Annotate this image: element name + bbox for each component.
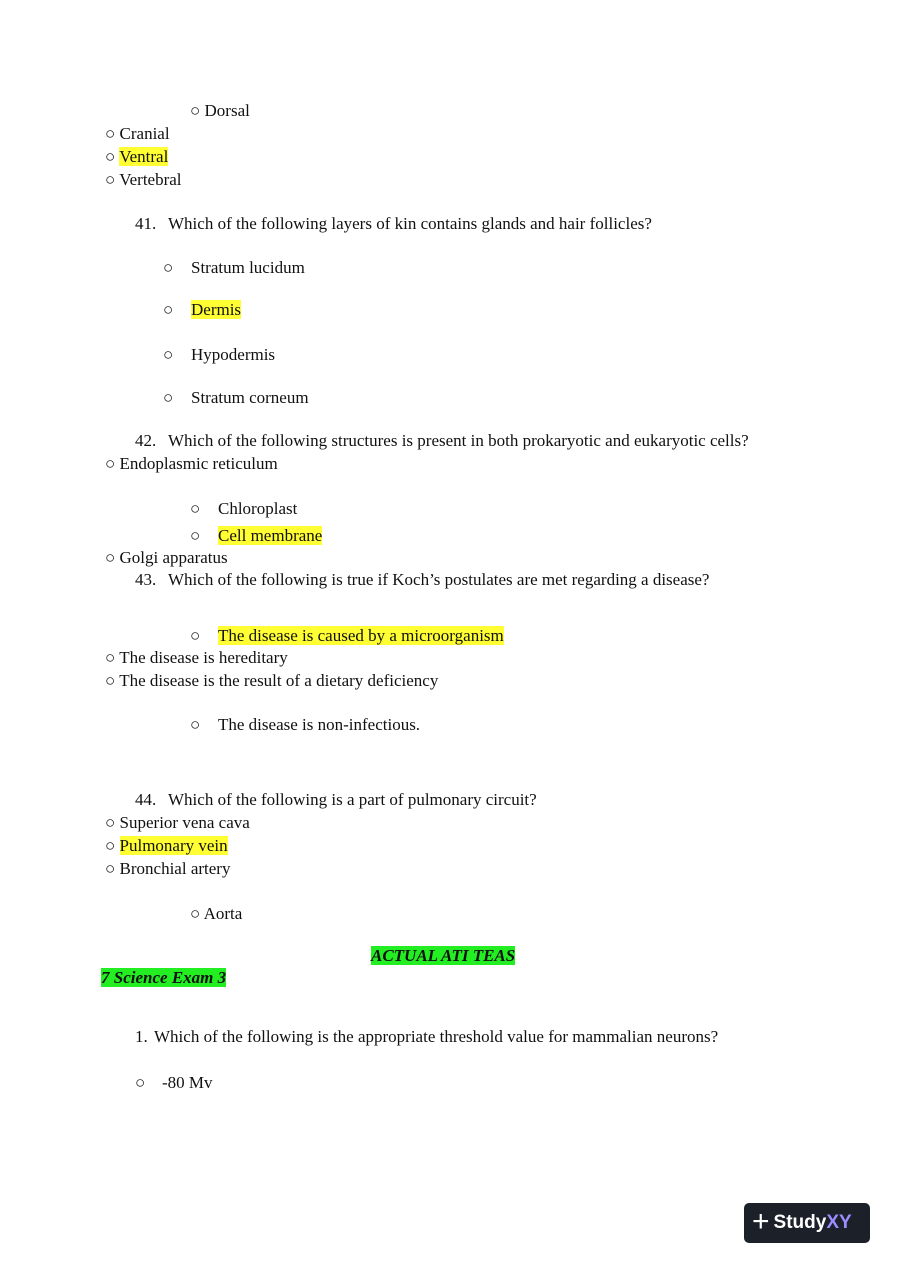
- bullet-icon: ○: [105, 671, 116, 690]
- option-dermis: [163, 299, 241, 321]
- bullet-icon: ○: [163, 300, 174, 319]
- option-text: The disease is hereditary: [119, 648, 288, 667]
- bullet-icon: ○: [190, 715, 201, 734]
- bullet-icon: ○: [190, 526, 201, 545]
- question-text: Which of the following is a part of pulmonary circuit?: [168, 790, 537, 809]
- exam-heading-line2: [101, 967, 226, 989]
- option-dietary-deficiency: [105, 670, 438, 692]
- bullet-icon: ○: [105, 454, 116, 473]
- option-text-highlighted: Ventral: [119, 147, 169, 166]
- option-text: Golgi apparatus: [119, 548, 228, 567]
- exam-heading-text: 7 Science Exam 3: [101, 968, 227, 987]
- bullet-icon: ○: [105, 548, 116, 567]
- option-text: Superior vena cava: [119, 813, 250, 832]
- question-text: Which of the following layers of kin contains glands and hair follicles?: [168, 214, 652, 233]
- option-text: The disease is non-infectious.: [218, 715, 421, 734]
- bullet-icon: ○: [190, 101, 201, 120]
- option-golgi-apparatus: [105, 547, 228, 569]
- option-text: Stratum lucidum: [191, 258, 305, 277]
- option-hereditary: [105, 647, 288, 669]
- bullet-icon: ○: [105, 813, 116, 832]
- question-number: 42.: [135, 431, 157, 450]
- option-hypodermis: [163, 344, 275, 366]
- option-vertebral: [105, 169, 182, 191]
- plus-icon: +: [752, 1204, 770, 1238]
- option-cell-membrane: [190, 525, 322, 547]
- question-44: [135, 789, 537, 811]
- option-stratum-corneum: [163, 387, 309, 409]
- exam3-question-1: [135, 1026, 718, 1048]
- option-text-highlighted: Dermis: [191, 300, 242, 319]
- option-text-highlighted: Cell membrane: [218, 526, 323, 545]
- question-number: 41.: [135, 214, 157, 233]
- option-text: Chloroplast: [218, 499, 298, 518]
- option-ventral: [105, 146, 168, 168]
- bullet-icon: ○: [163, 345, 174, 364]
- bullet-icon: ○: [190, 904, 201, 923]
- question-text: Which of the following structures is present in both prokaryotic and eukaryotic cells?: [168, 431, 749, 450]
- question-number: 43.: [135, 570, 157, 589]
- studyxy-logo: [744, 1203, 870, 1243]
- option-text: Stratum corneum: [191, 388, 309, 407]
- logo-study-text: Study: [773, 1212, 827, 1233]
- bullet-icon: ○: [105, 124, 116, 143]
- option-non-infectious: [190, 714, 420, 736]
- option-text: Aorta: [203, 904, 243, 923]
- question-number: 1.: [135, 1027, 148, 1046]
- exam-heading-text: ACTUAL ATI TEAS: [371, 946, 516, 965]
- bullet-icon: ○: [190, 499, 201, 518]
- bullet-icon: ○: [105, 147, 116, 166]
- option-text: Vertebral: [119, 170, 182, 189]
- option-text: Hypodermis: [191, 345, 276, 364]
- option-stratum-lucidum: [163, 257, 305, 279]
- question-text: Which of the following is the appropriate threshold value for mammalian neurons?: [154, 1027, 719, 1046]
- question-43: [135, 569, 709, 591]
- option-chloroplast: [190, 498, 297, 520]
- option-text: Bronchial artery: [119, 859, 231, 878]
- option-text: Dorsal: [204, 101, 250, 120]
- option-minus-80-mv: [135, 1072, 213, 1094]
- option-text-highlighted: Pulmonary vein: [119, 836, 228, 855]
- bullet-icon: ○: [105, 859, 116, 878]
- bullet-icon: ○: [105, 836, 116, 855]
- option-bronchial-artery: [105, 858, 230, 880]
- option-endoplasmic-reticulum: [105, 453, 278, 475]
- option-pulmonary-vein: [105, 835, 228, 857]
- question-text: Which of the following is true if Koch’s postulates are met regarding a disease?: [168, 570, 710, 589]
- option-cranial: [105, 123, 170, 145]
- exam-heading-line1: [371, 945, 515, 967]
- option-text: Cranial: [119, 124, 170, 143]
- question-41: [135, 213, 652, 235]
- option-aorta: [190, 903, 242, 925]
- bullet-icon: ○: [190, 626, 201, 645]
- option-microorganism: [190, 625, 504, 647]
- option-dorsal: [190, 100, 250, 122]
- option-text-highlighted: The disease is caused by a microorganism: [218, 626, 504, 645]
- bullet-icon: ○: [105, 648, 116, 667]
- bullet-icon: ○: [163, 258, 174, 277]
- option-text: The disease is the result of a dietary deficiency: [119, 671, 439, 690]
- bullet-icon: ○: [135, 1073, 146, 1092]
- question-number: 44.: [135, 790, 157, 809]
- option-text: -80 Mv: [162, 1073, 213, 1092]
- question-42: [135, 430, 749, 452]
- option-text: Endoplasmic reticulum: [119, 454, 278, 473]
- bullet-icon: ○: [163, 388, 174, 407]
- option-superior-vena-cava: [105, 812, 250, 834]
- logo-xy-text: XY: [826, 1212, 852, 1233]
- bullet-icon: ○: [105, 170, 116, 189]
